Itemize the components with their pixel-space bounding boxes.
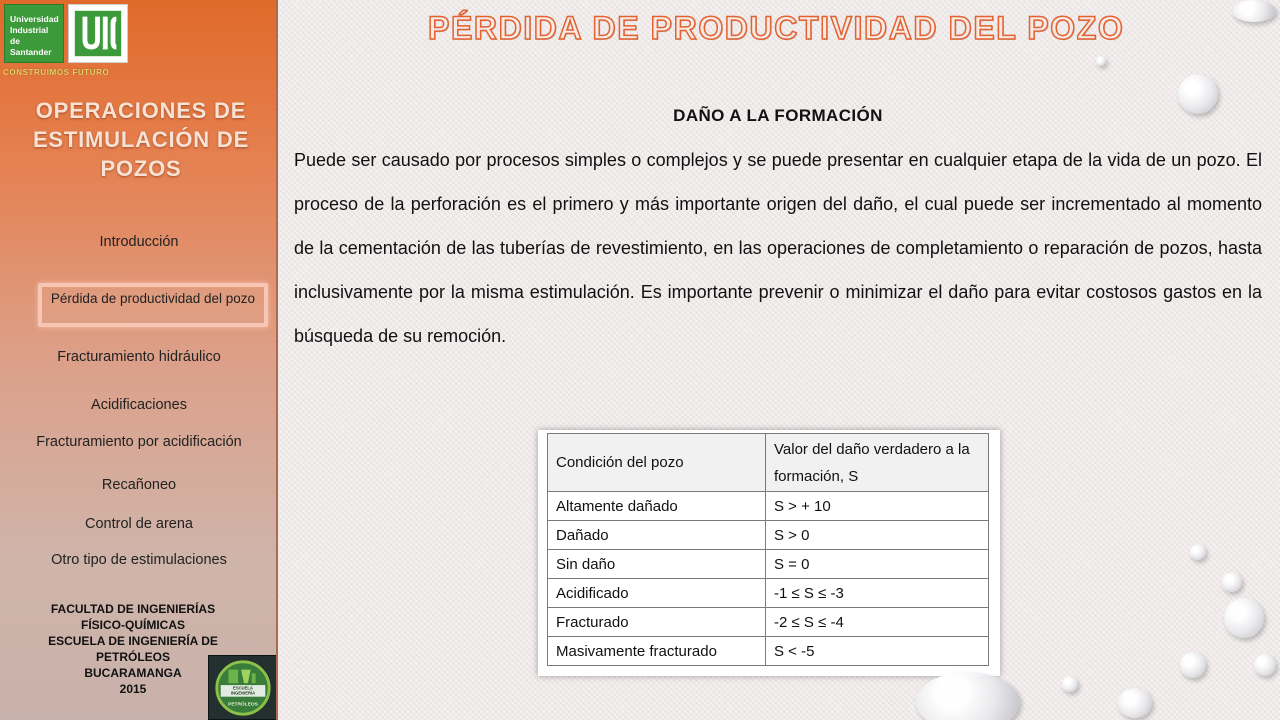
water-droplet <box>1180 652 1206 678</box>
school-logo-line: INGENIERÍA <box>230 690 256 696</box>
nav-item-fracturamiento-hidraulico[interactable]: Fracturamiento hidráulico <box>57 349 221 365</box>
module-title-line: ESTIMULACIÓN DE <box>32 127 250 152</box>
table-cell: Sin daño <box>548 550 766 579</box>
damage-table-image <box>538 430 1000 676</box>
nav-item-control-arena[interactable]: Control de arena <box>84 516 193 532</box>
slogan: CONSTRUIMOS FUTURO <box>3 68 110 77</box>
footer-line: ESCUELA DE INGENIERÍA DE <box>48 634 218 648</box>
footer-line: BUCARAMANGA <box>84 666 182 680</box>
table-cell: S = 0 <box>766 550 989 579</box>
school-logo-icon <box>208 655 278 720</box>
university-logo-line: Universidad <box>10 14 59 24</box>
footer-line: FÍSICO-QUÍMICAS <box>81 618 185 632</box>
damage-table <box>547 433 989 666</box>
water-droplet <box>1118 688 1152 718</box>
school-logo-line: ESCUELA <box>233 685 253 691</box>
table-header-cell: Condición del pozo <box>548 434 766 492</box>
module-title-line: POZOS <box>100 156 182 181</box>
university-logo-line: Industrial de <box>10 25 49 46</box>
table-cell: -2 ≤ S ≤ -4 <box>766 608 989 637</box>
table-cell: S < -5 <box>766 637 989 666</box>
table-row <box>548 579 989 608</box>
water-droplet <box>916 672 1020 720</box>
water-droplet <box>1190 544 1206 560</box>
water-droplet <box>1254 654 1276 676</box>
water-droplet <box>1062 676 1078 692</box>
water-droplet <box>1178 74 1218 114</box>
page-title: PÉRDIDA DE PRODUCTIVIDAD DEL POZO <box>428 10 1125 46</box>
table-row <box>548 550 989 579</box>
table-row <box>548 492 989 521</box>
footer-line: 2015 <box>119 682 147 696</box>
nav-item-fracturamiento-acidificacion[interactable]: Fracturamiento por acidificación <box>36 434 242 450</box>
table-header-row <box>548 434 989 492</box>
table-cell: Dañado <box>548 521 766 550</box>
table-cell: Masivamente fracturado <box>548 637 766 666</box>
university-logo-line: Santander <box>10 47 52 57</box>
section-heading: DAÑO A LA FORMACIÓN <box>673 106 883 125</box>
nav-item-perdida-productividad[interactable]: Pérdida de productividad del pozo <box>38 283 268 327</box>
footer-line: PETRÓLEOS <box>95 650 170 664</box>
water-droplet <box>1096 56 1106 66</box>
table-cell: Altamente dañado <box>548 492 766 521</box>
table-header-cell: Valor del daño verdadero a la formación, S <box>766 434 989 492</box>
table-row <box>548 608 989 637</box>
nav-item-acidificaciones[interactable]: Acidificaciones <box>91 397 187 413</box>
water-droplet <box>1232 0 1276 22</box>
table-cell: Acidificado <box>548 579 766 608</box>
nav-item-recanoneo[interactable]: Recañoneo <box>101 477 177 493</box>
module-title-line: OPERACIONES DE <box>35 98 247 123</box>
table-cell: Fracturado <box>548 608 766 637</box>
sidebar-nav <box>0 0 278 600</box>
water-droplet <box>1224 598 1264 638</box>
school-logo-line: PETRÓLEOS <box>228 702 258 708</box>
body-paragraph: Puede ser causado por procesos simples o complejos y se puede presentar en cualquier etapa de la vida de un pozo. El proceso de la perforación es el primero y más importante origen del daño, el cual puede ser incrementado al momento de la cementación de las tuberías de revestimiento, en las operaciones de completamiento o reparación de pozos, hasta inclusivamente por la misma estimulación. Es importante prevenir o minimizar el daño para evitar costosos gastos en la búsqueda de su remoción. <box>294 150 1262 346</box>
nav-item-otro-tipo-estimulaciones[interactable]: Otro tipo de estimulaciones <box>51 552 227 568</box>
nav-item-introduccion[interactable]: Introducción <box>99 234 179 250</box>
table-row <box>548 521 989 550</box>
table-cell: S > 0 <box>766 521 989 550</box>
table-row <box>548 637 989 666</box>
water-droplet <box>1222 572 1242 592</box>
table-cell: S > + 10 <box>766 492 989 521</box>
sidebar <box>0 0 278 720</box>
footer-line: FACULTAD DE INGENIERÍAS <box>50 602 216 616</box>
table-cell: -1 ≤ S ≤ -3 <box>766 579 989 608</box>
